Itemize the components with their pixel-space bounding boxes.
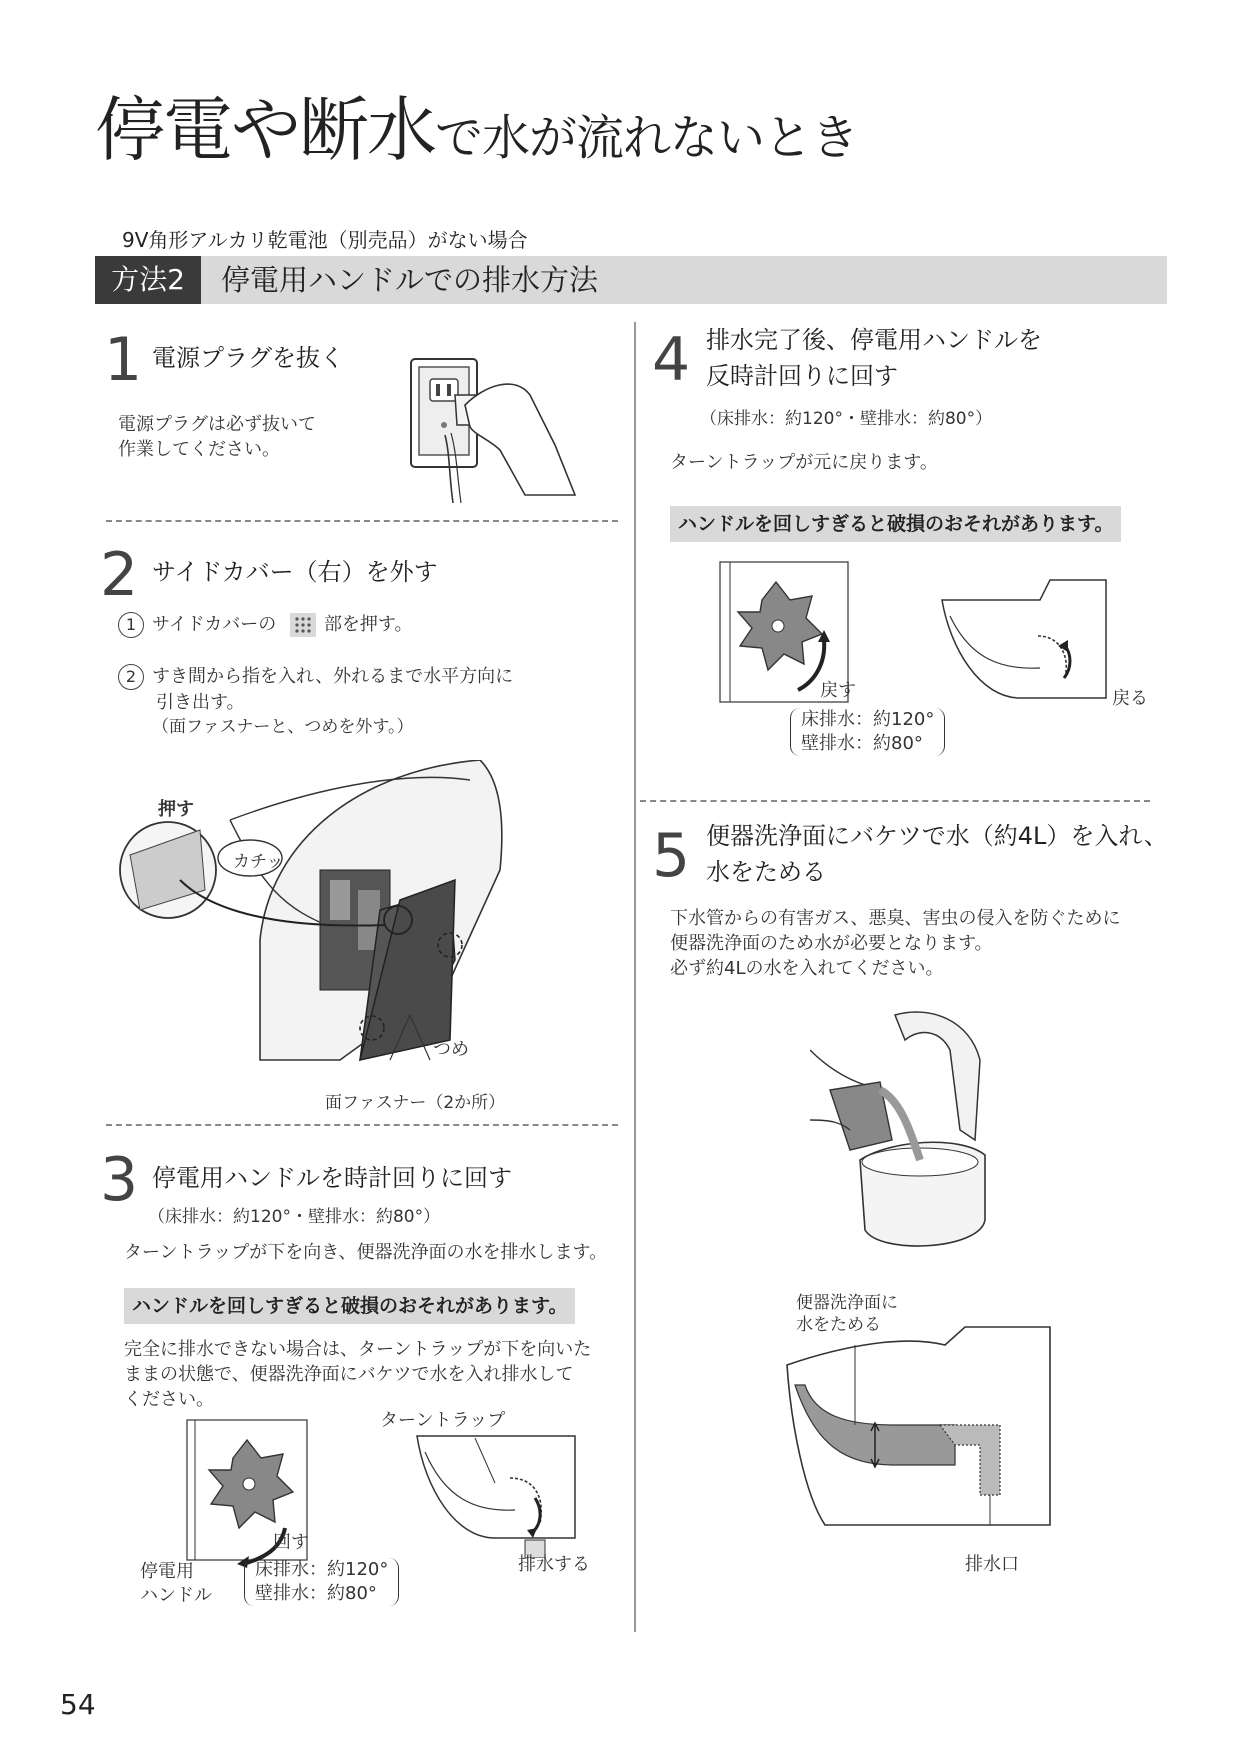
step1-heading: 電源プラグを抜く bbox=[152, 344, 344, 372]
label-wall-4: 壁排水：約80° bbox=[801, 733, 923, 754]
label-turntrap: ターントラップ bbox=[380, 1410, 506, 1431]
divider-3 bbox=[640, 800, 1150, 802]
label-fastener: 面ファスナー（2か所） bbox=[325, 1093, 506, 1113]
step4-heading-line1: 排水完了後、停電用ハンドルを bbox=[706, 326, 1042, 354]
step5-body-line3: 必ず約4Lの水を入れてください。 bbox=[670, 958, 944, 979]
label-push: 押す bbox=[158, 799, 194, 820]
step1-body-line1: 電源プラグは必ず抜いて bbox=[118, 414, 316, 435]
sub2-text-a: すき間から指を入れ、外れるまで水平方向に bbox=[152, 666, 514, 687]
step4-heading bbox=[706, 322, 1042, 394]
step1-body-line2: 作業してください。 bbox=[118, 439, 280, 460]
column-divider bbox=[634, 322, 636, 1632]
label-wall-3: 壁排水：約80° bbox=[255, 1583, 377, 1604]
label-return: 戻す bbox=[820, 680, 856, 701]
step1-number: 1 bbox=[104, 325, 143, 395]
method-heading: 停電用ハンドルでの排水方法 bbox=[221, 263, 599, 297]
step5-heading-line1: 便器洗浄面にバケツで水（約4L）を入れ、 bbox=[706, 822, 1168, 850]
label-handle bbox=[140, 1560, 212, 1608]
sub2-text-b: 引き出す。 bbox=[156, 692, 245, 713]
label-outlet: 排水口 bbox=[965, 1554, 1019, 1575]
label-store-line2: 水をためる bbox=[796, 1315, 881, 1335]
step3-body: ターントラップが下を向き、便器洗浄面の水を排水します。 bbox=[124, 1242, 608, 1263]
step3-note-line3: ください。 bbox=[124, 1389, 214, 1410]
step3-warning: ハンドルを回しすぎると破損のおそれがあります。 bbox=[124, 1288, 575, 1324]
divider-1 bbox=[106, 520, 618, 522]
label-drain: 排水する bbox=[518, 1554, 590, 1575]
step3-note-line2: ままの状態で、便器洗浄面にバケツで水を入れ排水して bbox=[124, 1364, 574, 1385]
step4-warning: ハンドルを回しすぎると破損のおそれがあります。 bbox=[670, 506, 1121, 542]
step5-body-line1: 下水管からの有害ガス、悪臭、害虫の侵入を防ぐために bbox=[670, 908, 1121, 929]
divider-2 bbox=[106, 1124, 618, 1126]
page-title bbox=[95, 89, 859, 171]
step3-heading: 停電用ハンドルを時計回りに回す bbox=[152, 1164, 512, 1192]
bucket-toilet-illustration bbox=[810, 1010, 995, 1260]
label-click: カチッ bbox=[233, 852, 284, 872]
step5-number: 5 bbox=[652, 821, 691, 891]
toilet-trap-illustration-3 bbox=[415, 1428, 580, 1558]
sub1-circle-number: 1 bbox=[118, 612, 144, 638]
sub1-text-b: 部を押す。 bbox=[323, 614, 413, 635]
label-handle-line2: ハンドル bbox=[140, 1585, 212, 1606]
label-rotate-3: 回す bbox=[273, 1532, 309, 1553]
label-floor-4: 床排水：約120° bbox=[801, 709, 935, 730]
step3-note bbox=[124, 1337, 591, 1412]
title-main: 停電や断水 bbox=[95, 89, 435, 171]
toilet-cross-section bbox=[785, 1325, 1055, 1545]
step1-body bbox=[118, 412, 316, 462]
step5-body bbox=[670, 906, 1121, 981]
plug-illustration bbox=[405, 355, 585, 505]
title-sub: で水が流れないとき bbox=[435, 110, 859, 166]
sub2-note: （面ファスナーと、つめを外す。） bbox=[152, 717, 414, 737]
step2-sub2 bbox=[118, 664, 513, 740]
page-number: 54 bbox=[60, 1688, 96, 1721]
label-handle-line1: 停電用 bbox=[140, 1561, 194, 1582]
method-banner bbox=[95, 256, 1167, 304]
dots-icon bbox=[290, 613, 316, 637]
method-tag: 方法2 bbox=[95, 256, 201, 304]
step2-heading: サイドカバー（右）を外す bbox=[152, 558, 438, 586]
step4-number: 4 bbox=[652, 325, 691, 395]
step5-heading bbox=[706, 818, 1168, 890]
step5-heading-line2: 水をためる bbox=[706, 858, 826, 886]
label-floor-3: 床排水：約120° bbox=[255, 1559, 389, 1580]
label-store-line1: 便器洗浄面に bbox=[796, 1293, 898, 1313]
angle-box-4 bbox=[790, 708, 945, 756]
step2-number: 2 bbox=[100, 540, 139, 610]
sub1-text-a: サイドカバーの bbox=[152, 614, 277, 635]
label-returns: 戻る bbox=[1112, 688, 1148, 709]
step3-angle: （床排水：約120°・壁排水：約80°） bbox=[148, 1207, 441, 1227]
toilet-trap-illustration-4 bbox=[940, 578, 1110, 708]
step4-heading-line2: 反時計回りに回す bbox=[706, 362, 898, 390]
angle-box-3 bbox=[244, 1558, 399, 1606]
step3-number: 3 bbox=[100, 1145, 139, 1215]
step5-body-line2: 便器洗浄面のため水が必要となります。 bbox=[670, 933, 993, 954]
label-claw: つめ bbox=[433, 1039, 469, 1060]
sub2-circle-number: 2 bbox=[118, 664, 144, 690]
step4-body: ターントラップが元に戻ります。 bbox=[670, 452, 938, 473]
step4-angle: （床排水：約120°・壁排水：約80°） bbox=[700, 409, 993, 429]
battery-note: 9V角形アルカリ乾電池（別売品）がない場合 bbox=[122, 228, 528, 252]
step2-sub1 bbox=[118, 612, 413, 638]
step3-note-line1: 完全に排水できない場合は、ターントラップが下を向いた bbox=[124, 1339, 592, 1360]
